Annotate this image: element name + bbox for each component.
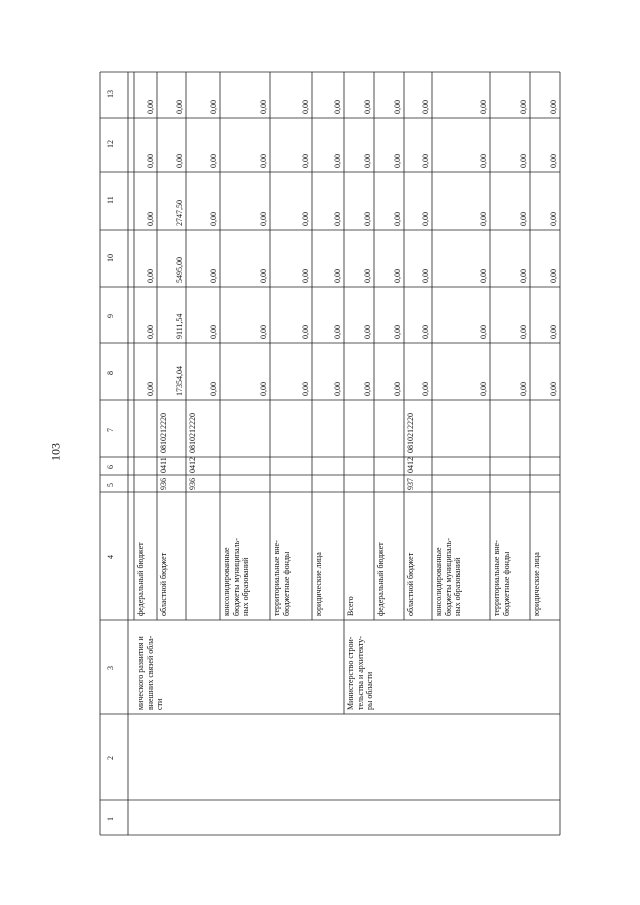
row-0-value-9: 0,00 [146, 325, 155, 339]
row-8-code5: 937 [406, 478, 415, 490]
row-9-value-9: 0,00 [479, 325, 488, 339]
row-6-value-13: 0,00 [363, 100, 372, 114]
row-2-code6: 0412 [188, 457, 197, 473]
row-3-value-10: 0,00 [259, 269, 268, 283]
row-5-value-12: 0,00 [333, 154, 342, 168]
row-6-value-12: 0,00 [363, 154, 372, 168]
row-0-budget-source: федеральный бюджет [136, 542, 145, 616]
row-5-value-10: 0,00 [333, 269, 342, 283]
row-7-value-10: 0,00 [393, 269, 402, 283]
row-3-value-13: 0,00 [259, 100, 268, 114]
column-header-5: 5 [106, 482, 115, 487]
row-11-value-8: 0,00 [549, 382, 558, 396]
row-9-value-13: 0,00 [479, 100, 488, 114]
row-8-value-12: 0,00 [421, 154, 430, 168]
row-0-value-8: 0,00 [146, 382, 155, 396]
row-2-code7: 0810212220 [188, 413, 197, 453]
row-8-value-10: 0,00 [421, 269, 430, 283]
row-7-value-12: 0,00 [393, 154, 402, 168]
column-header-6: 6 [106, 465, 115, 469]
row-7-value-11: 0,00 [393, 212, 402, 226]
column-header-12: 12 [106, 140, 115, 148]
row-1-value-8: 17354,04 [175, 366, 184, 396]
row-4-budget-source: территориальные вне- бюджетные фонды [272, 540, 291, 616]
row-11-value-12: 0,00 [549, 154, 558, 168]
row-0-value-12: 0,00 [146, 154, 155, 168]
column-header-1: 1 [106, 816, 115, 821]
row-1-value-11: 2747,50 [175, 200, 184, 226]
row-1-value-13: 0,00 [175, 100, 184, 114]
row-8-budget-source: областной бюджет [406, 552, 415, 616]
row-2-value-12: 0,00 [209, 154, 218, 168]
row-5-budget-source: юридические лица [314, 552, 323, 616]
row-9-value-8: 0,00 [479, 382, 488, 396]
row-6-value-11: 0,00 [363, 212, 372, 226]
column-header-4: 4 [106, 555, 115, 559]
row-6-value-9: 0,00 [363, 325, 372, 339]
row-1-code7: 0810212220 [159, 413, 168, 453]
row-10-value-11: 0,00 [519, 212, 528, 226]
row-6-value-8: 0,00 [363, 382, 372, 396]
row-0-value-13: 0,00 [146, 100, 155, 114]
row-9-value-12: 0,00 [479, 154, 488, 168]
row-10-value-10: 0,00 [519, 269, 528, 283]
row-7-value-13: 0,00 [393, 100, 402, 114]
row-10-value-13: 0,00 [519, 100, 528, 114]
column-header-3: 3 [106, 666, 115, 670]
row-8-value-13: 0,00 [421, 100, 430, 114]
row-11-value-13: 0,00 [549, 100, 558, 114]
row-3-value-8: 0,00 [259, 382, 268, 396]
row-2-value-9: 0,00 [209, 325, 218, 339]
row-2-value-8: 0,00 [209, 382, 218, 396]
row-11-value-10: 0,00 [549, 269, 558, 283]
row-4-value-8: 0,00 [301, 382, 310, 396]
row-11-value-11: 0,00 [549, 212, 558, 226]
column-header-9: 9 [106, 314, 115, 318]
row-1-value-10: 5495,00 [175, 257, 184, 283]
page-number: 103 [48, 443, 63, 461]
row-0-value-10: 0,00 [146, 269, 155, 283]
row-0-organization: мического развития и внешних связей обла- сти [136, 635, 164, 710]
row-2-value-13: 0,00 [209, 100, 218, 114]
column-header-2: 2 [106, 756, 115, 760]
row-0-value-11: 0,00 [146, 212, 155, 226]
column-header-13: 13 [106, 90, 115, 98]
column-header-10: 10 [106, 253, 115, 262]
row-8-value-11: 0,00 [421, 212, 430, 226]
row-1-code6: 0411 [159, 457, 168, 473]
row-1-budget-source: областной бюджет [159, 552, 168, 616]
row-4-value-11: 0,00 [301, 212, 310, 226]
row-5-value-11: 0,00 [333, 212, 342, 226]
row-5-value-8: 0,00 [333, 382, 342, 396]
row-4-value-13: 0,00 [301, 100, 310, 114]
row-5-value-9: 0,00 [333, 325, 342, 339]
row-8-value-9: 0,00 [421, 325, 430, 339]
row-10-value-9: 0,00 [519, 325, 528, 339]
column-header-7: 7 [106, 427, 115, 432]
row-7-value-9: 0,00 [393, 325, 402, 339]
row-8-code7: 0810212220 [406, 413, 415, 453]
row-3-value-9: 0,00 [259, 325, 268, 339]
row-2-code5: 936 [188, 478, 197, 490]
row-1-code5: 936 [159, 478, 168, 490]
column-header-8: 8 [106, 370, 115, 375]
row-7-value-8: 0,00 [393, 382, 402, 396]
row-9-budget-source: консолидированные бюджеты муниципаль- ных образований [434, 538, 462, 616]
row-8-value-8: 0,00 [421, 382, 430, 396]
row-4-value-12: 0,00 [301, 154, 310, 168]
row-11-value-9: 0,00 [549, 325, 558, 339]
row-10-value-8: 0,00 [519, 382, 528, 396]
row-9-value-10: 0,00 [479, 269, 488, 283]
row-10-value-12: 0,00 [519, 154, 528, 168]
row-2-value-10: 0,00 [209, 269, 218, 283]
row-2-value-11: 0,00 [209, 212, 218, 226]
row-1-value-12: 0,00 [175, 154, 184, 168]
row-4-value-10: 0,00 [301, 269, 310, 283]
row-10-budget-source: территориальные вне- бюджетные фонды [492, 540, 511, 616]
row-11-budget-source: юридические лица [532, 552, 541, 616]
row-4-value-9: 0,00 [301, 325, 310, 339]
row-6-budget-source: Всего [346, 596, 355, 616]
row-7-budget-source: федеральный бюджет [376, 542, 385, 616]
row-6-organization: Министерство строи- тельства и архитекту- ры области [346, 636, 374, 710]
row-5-value-13: 0,00 [333, 100, 342, 114]
row-3-value-11: 0,00 [259, 212, 268, 226]
row-6-value-10: 0,00 [363, 269, 372, 283]
row-3-value-12: 0,00 [259, 154, 268, 168]
row-3-budget-source: консолидированные бюджеты муниципаль- ных образований [222, 538, 250, 616]
row-1-value-9: 9111,54 [175, 313, 184, 339]
column-header-11: 11 [106, 196, 115, 204]
row-8-code6: 0412 [406, 457, 415, 473]
row-9-value-11: 0,00 [479, 212, 488, 226]
